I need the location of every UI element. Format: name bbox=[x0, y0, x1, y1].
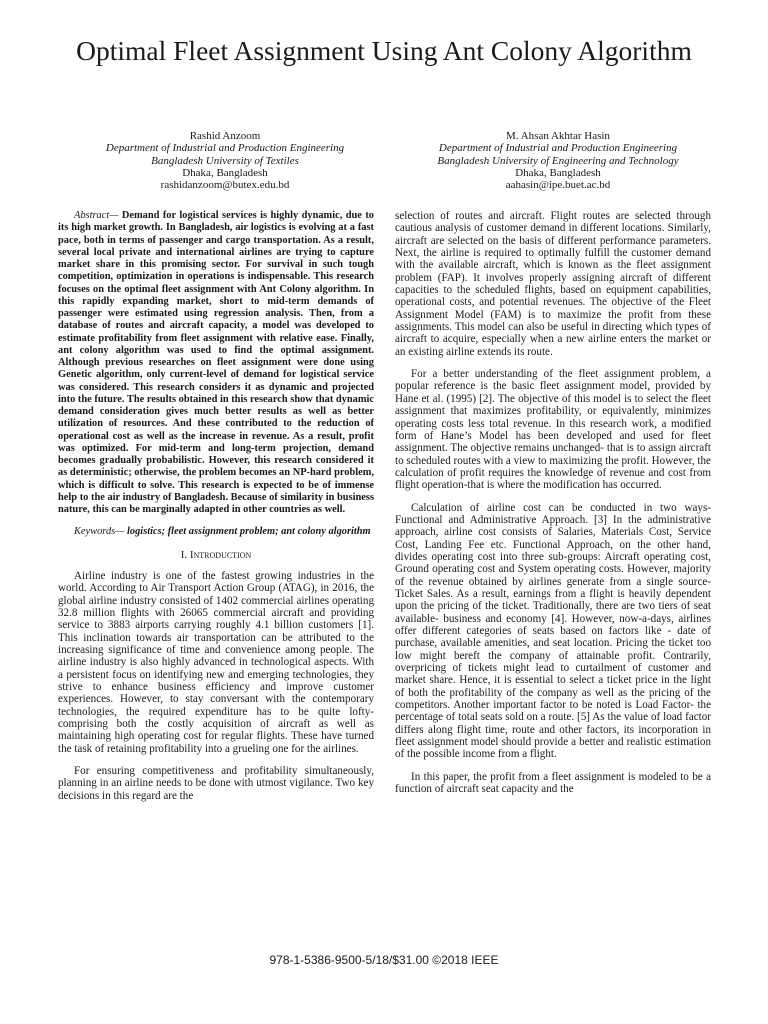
body-paragraph: Calculation of airline cost can be conducted in two ways- Functional and Administrative Approach. [3] In the administrative approach, airline cost consists of Salaries, Materials Cost, Service Cost, Landing Fee etc. Functional Approach, on the other hand, divides operating cost into three sub-groups: Aircraft operating cost, Ground operating cost and System operating costs. However, majority of the revenue obtained by airlines generate from a single source- Ticket Sales. As a result, earnings from a flight is heavily dependent upon the pricing of the ticket. Traditionally, there are two tiers of seat available- business and economy [4]. However, now-a-days, airlines offer different categories of seats based on factors like - date of purchase, available amenities, and seat location. Pricing the ticket too low might bereft the company of attainable profit. Contrarily, overpricing of tickets might lead to curtailment of customer and market share. Hence, it is essential to select a ticket price in the light of both the profitability of the company as well as the pricing of the competitors. Another important factor to be noted is Load Factor- the percentage of total seats sold on a route. [5] As the value of load factor differs along flight time, route and other factors, its incorporation in fleet assignment model should provide a better and realistic estimation of the possible income from a flight. bbox=[395, 501, 711, 761]
section-heading: I. Introduction bbox=[180, 548, 252, 561]
body-paragraph: Airline industry is one of the fastest growing industries in the world. According to Air Transport Action Group (ATAG), in 2016, the global airline industry consisted of 1402 commercial airlines operating 32.8 million flights with 26065 commercial aircraft and providing service to 3883 airports carrying roughly 4.1 billion customers [1]. This inclination towards air transportation can be attributed to the increasing significance of time and convenience among people. The airline industry is also highly advanced in technological aspects. With a persistent focus on identifying new and emerging technologies, they strive to enhance business efficiency and improve customer experiences. However, to stay conversant with the contemporary technologies, the required expenditure has to be quite lofty- comprising both the costly acquisition of aircraft as well as maintaining high operating cost for regular flights. These have turned the task of retaining profitability into a grueling one for the airlines. bbox=[58, 569, 374, 755]
author-name: Rashid Anzoom bbox=[189, 130, 261, 142]
body-paragraph-continued: selection of routes and aircraft. Flight routes are selected through cautious analysis of customer demand in different locations. Similarly, aircraft are selected on the basis of different performance parameters. Next, the airline is required to optimally fulfill the customer demand with the available aircraft, which is known as the fleet assignment problem (FAP). It involves properly assigning aircraft of different capacities to the scheduled flights, based on equipment capabilities, operational costs, and potential revenues. The objective of the Fleet Assignment Model (FAM) is to maximize the profit from these assignments. This model can also be useful in directing which types of aircraft to acquire, especially when a new airline enters the market or an existing airline extends its route. bbox=[395, 210, 711, 358]
author-university: Bangladesh University of Engineering and Technology bbox=[437, 154, 679, 167]
body-paragraph: For a better understanding of the fleet assignment problem, a popular reference is the basic fleet assignment model, provided by Hane et al. (1995) [2]. The objective of this model is to select the fleet assignment that maximizes profitability, or equivalently, minimizes operating costs less total revenue. In this research work, a modified form of Hane’s Model has been developed and used for fleet assignment. The objective remains unchanged- that is to assign aircraft to scheduled routes with a view to maximizing the profit. However, the calculation of profit requires the knowledge of revenue and cost from flight operation-that is where the modification has occurred. bbox=[395, 368, 711, 492]
abstract-text: Demand for logistical services is highly dynamic, due to its high market growth. In Bangladesh, air logistics is evolving at a fast pace, both in terms of passenger and cargo transportation. As a result, several local private and international airlines are trying to capture market share in this promising sector. For survival in such tough competition, optimization in operations is indispensable. This research focuses on the optimal fleet assignment with Ant Colony algorithm. In this rapidly expanding market, short to mid-term demands of passenger were estimated using regression analysis. Then, from a database of routes and aircraft capacity, a model was developed to estimate profitability from fleet assignment with relative ease. Finally, ant colony algorithm was used to find the optimal assignment. Although previous researches on fleet assignment were done using Genetic algorithm, only current-level of demand for logistical service was considered. This research considers it as dynamic and projected into the future. The results obtained in this research show that dynamic demand consideration gives much better results as well as better utilization of resources. And these contributed to the reduction of operational cost as well as the increase in revenue. As a result, profit was optimized. For mid-term and long-term projection, demand becomes gradually probabilistic. However, this research considered it as deterministic; otherwise, the problem becomes an NP-hard problem, which is difficult to solve. This research is expected to be of immense help to the air industry of Bangladesh. Because of similarity in business nature, this can be marginally adapted in other countries as well. bbox=[58, 210, 374, 515]
body-paragraph: In this paper, the profit from a fleet assignment is modeled to be a function of aircraft seat capacity and the bbox=[395, 770, 711, 796]
author-city: Dhaka, Bangladesh bbox=[182, 166, 268, 179]
author-department: Department of Industrial and Production Engineering bbox=[438, 142, 678, 155]
paper-title: Optimal Fleet Assignment Using Ant Colony Algorithm bbox=[76, 35, 692, 66]
abstract-lead: Abstract— bbox=[74, 210, 119, 221]
right-column bbox=[395, 210, 711, 805]
author-email: aahasin@ipe.buet.ac.bd bbox=[505, 179, 611, 192]
author-block-2 bbox=[393, 130, 723, 191]
abstract bbox=[58, 210, 374, 516]
body-paragraph: For ensuring competitiveness and profitability simultaneously, planning in an airline needs to be done with utmost vigilance. Two key decisions in this regard are the bbox=[58, 765, 374, 802]
keywords-text: logistics; fleet assignment problem; ant colony algorithm bbox=[127, 526, 371, 538]
keywords bbox=[58, 526, 374, 538]
author-block-1 bbox=[60, 130, 390, 191]
left-column bbox=[58, 210, 374, 812]
keywords-lead: Keywords— bbox=[74, 526, 125, 538]
author-city: Dhaka, Bangladesh bbox=[515, 166, 601, 179]
author-email: rashidanzoom@butex.edu.bd bbox=[160, 179, 290, 192]
author-university: Bangladesh University of Textiles bbox=[151, 154, 299, 167]
copyright-footer: 978-1-5386-9500-5/18/$31.00 ©2018 IEEE bbox=[269, 953, 499, 967]
author-name: M. Ahsan Akhtar Hasin bbox=[506, 130, 610, 142]
author-department: Department of Industrial and Production Engineering bbox=[105, 142, 345, 155]
